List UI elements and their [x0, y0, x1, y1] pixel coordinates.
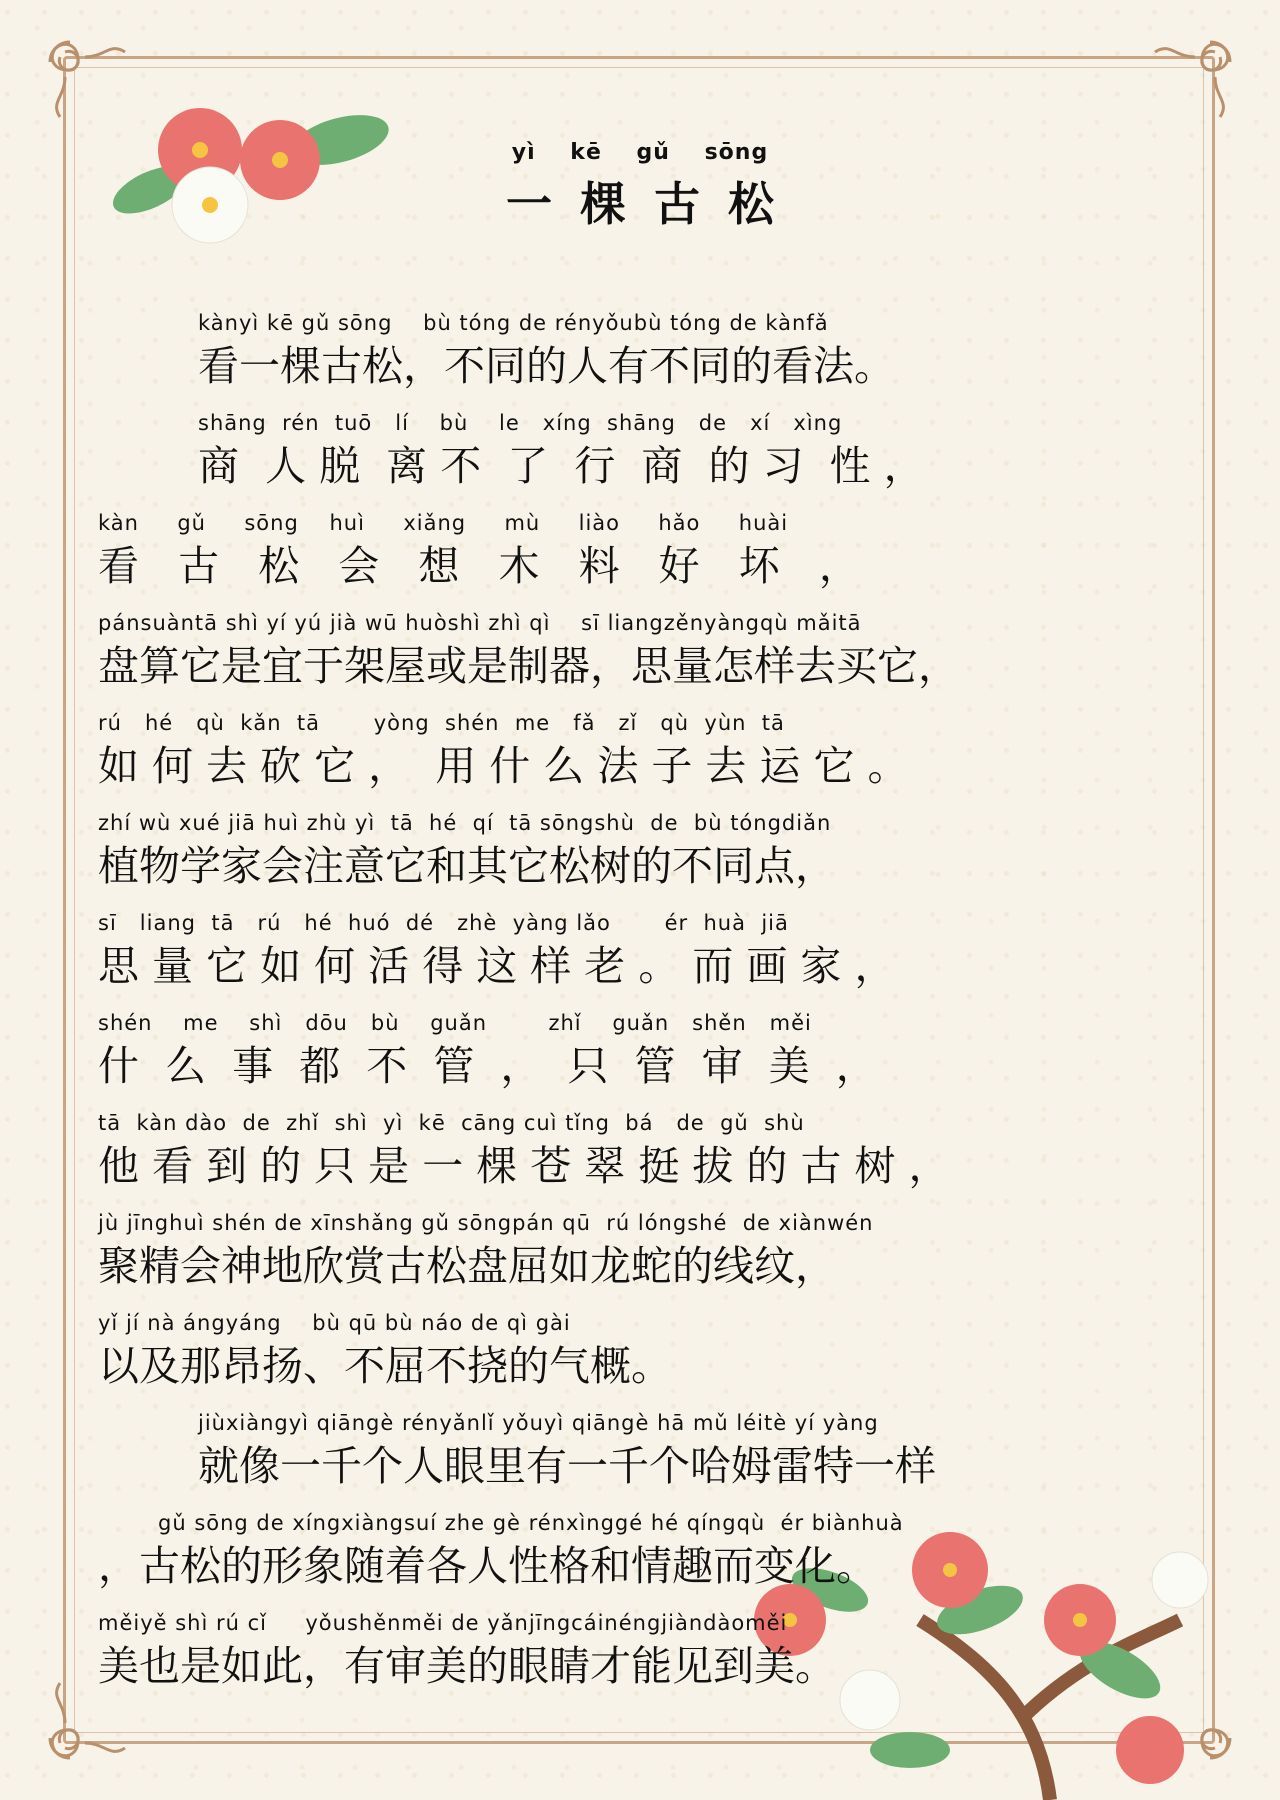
pinyin-line: měiyě shì rú cǐ yǒushěnměi de yǎnjīngcáinéngjiàndàoměi [98, 1611, 788, 1635]
text-line-5 [98, 708, 1208, 794]
text-line-1 [198, 308, 1280, 394]
pinyin-line: zhí wù xué jiā huì zhù yì tā hé qí tā sōngshù de bù tóngdiǎn [98, 811, 832, 835]
pinyin-line: jù jīnghuì shén de xīnshǎng gǔ sōngpán qū rú lóngshé de xiànwén [98, 1211, 874, 1235]
corner-ornament-top-right [1140, 22, 1250, 132]
text-line-9 [98, 1108, 1208, 1194]
pinyin-line: kàn gǔ sōng huì xiǎng mù liào hǎo huài [98, 511, 789, 535]
hanzi-line: 看 古 松 会 想 木 料 好 坏 ， [98, 542, 860, 590]
hanzi-line: 以及那昂扬、不屈不挠的气概。 [98, 1342, 672, 1390]
text-line-12 [198, 1408, 1208, 1494]
text-line-6 [98, 808, 1208, 894]
text-line-4 [98, 608, 1208, 694]
hanzi-line: ，古松的形象随着各人性格和情趣而变化。 [98, 1542, 877, 1590]
page-title: 一棵古松 [506, 177, 802, 231]
hanzi-line: 商 人 脱 离 不 了 行 商 的 习 性 ， [198, 442, 925, 490]
text-line-13 [98, 1508, 1208, 1594]
text-line-3 [98, 508, 1208, 594]
hanzi-line: 如 何 去 砍 它 ， 用 什 么 法 子 去 运 它 。 [98, 742, 909, 790]
hanzi-line: 什 么 事 都 不 管 ， 只 管 审 美 ， [98, 1042, 877, 1090]
text-line-8 [98, 1008, 1208, 1094]
hanzi-line: 聚精会神地欣赏古松盘屈如龙蛇的线纹， [98, 1242, 836, 1290]
title-pinyin: yì kē gǔ sōng [511, 140, 769, 165]
text-line-2 [198, 408, 1280, 494]
hanzi-line: 盘算它是宜于架屋或是制器，思量怎样去买它， [98, 642, 959, 690]
title-block [0, 140, 1280, 234]
pinyin-line: shén me shì dōu bù guǎn zhǐ guǎn shěn měi [98, 1011, 812, 1035]
hanzi-line: 他 看 到 的 只 是 一 棵 苍 翠 挺 拔 的 古 树 ， [98, 1142, 950, 1190]
text-line-7 [98, 908, 1208, 994]
pinyin-line: gǔ sōng de xíngxiàngsuí zhe gè rénxìnggé hé qíngqù ér biànhuà [158, 1511, 904, 1535]
hanzi-line: 就像一千个人眼里有一千个哈姆雷特一样 [198, 1442, 936, 1490]
pinyin-line: tā kàn dào de zhǐ shì yì kē cāng cuì tǐng bá de gǔ shù [98, 1111, 805, 1135]
hanzi-line: 植物学家会注意它和其它松树的不同点， [98, 842, 836, 890]
pinyin-line: pánsuàntā shì yí yú jià wū huòshì zhì qì sī liangzěnyàngqù mǎitā [98, 611, 862, 635]
text-line-11 [98, 1308, 1208, 1394]
pinyin-line: shāng rén tuō lí bù le xíng shāng de xí xìng [198, 411, 843, 435]
pinyin-line: sī liang tā rú hé huó dé zhè yàng lǎo ér huà jiā [98, 911, 789, 935]
pinyin-line: kànyì kē gǔ sōng bù tóng de rényǒubù tóng de kànfǎ [198, 311, 829, 335]
pinyin-line: jiùxiàngyì qiāngè rényǎnlǐ yǒuyì qiāngè hā mǔ léitè yí yàng [198, 1411, 879, 1435]
pinyin-line: yǐ jí nà ángyáng bù qū bù náo de qì gài [98, 1311, 571, 1335]
pinyin-line: rú hé qù kǎn tā yòng shén me fǎ zǐ qù yùn tā [98, 711, 785, 735]
text-line-14 [98, 1608, 1208, 1694]
text-line-10 [98, 1208, 1208, 1294]
hanzi-line: 思 量 它 如 何 活 得 这 样 老 。 而 画 家 ， [98, 942, 896, 990]
hanzi-line: 美也是如此，有审美的眼睛才能见到美。 [98, 1642, 836, 1690]
hanzi-line: 看一棵古松，不同的人有不同的看法。 [198, 342, 895, 390]
